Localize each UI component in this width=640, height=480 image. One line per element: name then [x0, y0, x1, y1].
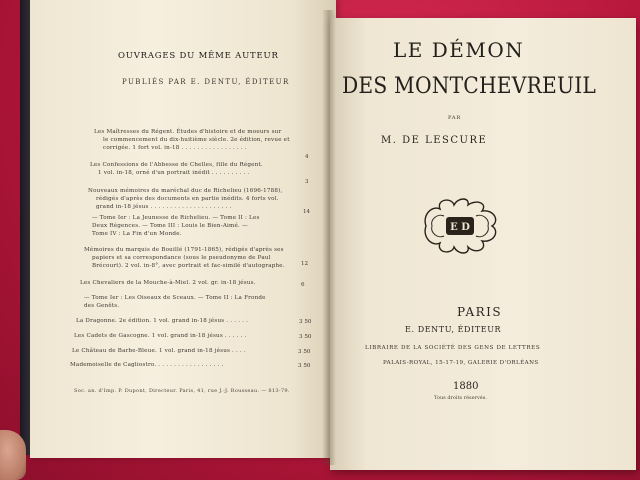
entry-line: corrigée. 1 fort vol. in-18 . . . . . . . . . . . . . . . . . [103, 145, 247, 151]
entry-price: 3 [305, 179, 309, 185]
entry-line: des Genêts. [84, 303, 120, 309]
thumb [0, 430, 26, 480]
entry-line: La Dragonne. 2e édition. 1 vol. grand in-18 jésus . . . . . . [76, 318, 249, 324]
left-heading: OUVRAGES DU MÊME AUTEUR [118, 51, 279, 61]
entry-line: — Tome Ier : La Jeunesse de Richelieu. — Tome II : Les [92, 215, 260, 221]
entry-price: 12 [301, 261, 309, 267]
imprint-city: PARIS [457, 305, 503, 319]
entry-line: Les Maîtresses du Régent. Études d'histoire et de moeurs sur [94, 129, 282, 135]
left-subheading: PUBLIÉS PAR E. DENTU, ÉDITEUR [122, 78, 290, 86]
entry-line: Le Château de Barbe-Bleue. 1 vol. grand in-18 jésus . . . . [72, 348, 246, 354]
publication-year: 1880 [453, 381, 479, 392]
entry-line: — Tome Ier : Les Oiseaux de Sceaux. — Tome II : La Fronde [84, 295, 266, 301]
publisher-emblem [418, 195, 502, 257]
entry-line: le commencement du dix-huitième siècle. 2e édition, revue et [103, 137, 290, 143]
entry-line: Les Chevaliers de la Mouche-à-Miel. 2 vol. gr. in-18 jésus. [80, 280, 256, 286]
author-name: M. DE LESCURE [381, 135, 488, 146]
entry-price: 14 [303, 209, 311, 215]
emblem-monogram: E D [450, 222, 470, 233]
title-line-1: LE DÉMON [393, 38, 525, 62]
entry-line: papiers et sa correspondance (sous le pseudonyme de Paul [92, 255, 271, 261]
book-gutter [322, 10, 336, 465]
entry-line: Tome IV : La Fin d'un Monde. [92, 231, 182, 237]
entry-line: 1 vol. in-18, orné d'un portrait inédit . . . . . . . . . . [98, 170, 250, 176]
entry-price: 3 50 [298, 363, 311, 369]
entry-line: Mademoiselle de Cagliostro. . . . . . . . . . . . . . . . . . [70, 362, 224, 368]
publisher-name: E. DENTU, ÉDITEUR [405, 325, 502, 334]
entry-line: Nouveaux mémoires du maréchal duc de Richelieu (1696-1788), [88, 188, 283, 194]
rights-notice: Tous droits réservés. [434, 395, 487, 401]
entry-price: 4 [305, 154, 309, 160]
title-line-2: DES MONTCHEVREUIL [342, 74, 597, 99]
entry-line: Les Cadets de Gascogne. 1 vol. grand in-18 jésus . . . . . . [74, 333, 247, 339]
entry-price: 3 50 [299, 319, 312, 325]
entry-price: 6 [301, 282, 305, 288]
entry-line: Mémoires du marquis de Bouillé (1791-1865), rédigés d'après ses [84, 247, 284, 253]
entry-price: 3 50 [299, 334, 312, 340]
entry-price: 3 50 [298, 349, 311, 355]
entry-line: grand in-18 jésus . . . . . . . . . . . . . . . . . . . . . [96, 204, 232, 210]
publisher-society: LIBRAIRE DE LA SOCIÉTÉ DES GENS DE LETTRES [365, 345, 541, 351]
entry-line: rédigés d'après des documents en partie inédits. 4 forts vol. [96, 196, 279, 202]
printer-imprint: Soc. an. d'Imp. P. Dupont, Directeur. Paris, 41, rue J.-J. Rousseau. — 813-79. [74, 388, 290, 394]
entry-line: Brécourt). 2 vol. in-8°, avec portrait et fac-similé d'autographe. [92, 263, 285, 269]
publisher-address: PALAIS-ROYAL, 15-17-19, GALERIE D'ORLÉANS [383, 360, 539, 366]
entry-line: Deux Régences. — Tome III : Louis le Bien-Aimé. — [92, 223, 248, 229]
par-label: PAR [448, 115, 462, 121]
entry-line: Les Confessions de l'Abbesse de Chelles, fille du Régent. [90, 162, 263, 168]
